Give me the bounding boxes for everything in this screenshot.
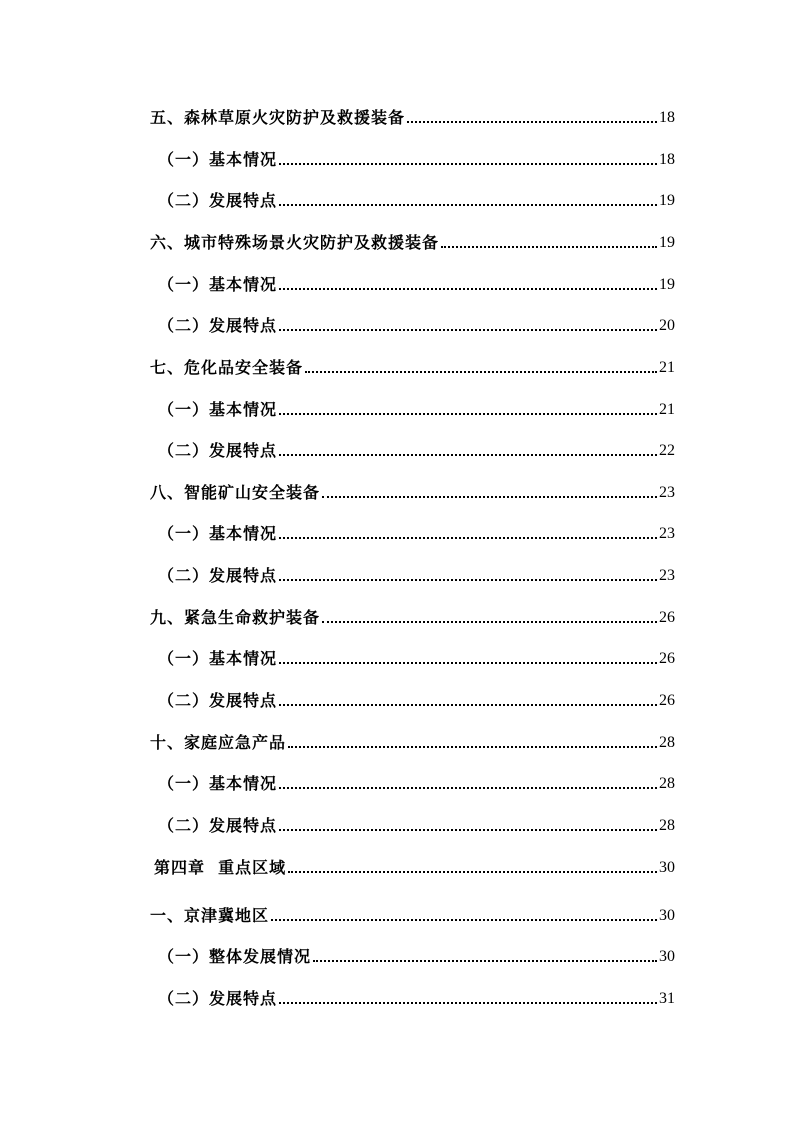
toc-entry-subsection[interactable] xyxy=(158,562,675,586)
toc-entry-subsection[interactable] xyxy=(158,312,675,336)
toc-entry-subsection[interactable] xyxy=(158,520,675,544)
toc-entry-section-6[interactable] xyxy=(150,229,675,253)
toc-page-number: 30 xyxy=(659,948,675,965)
toc-page-number: 30 xyxy=(659,907,675,924)
toc-dot-leader xyxy=(279,579,657,581)
toc-entry-subsection[interactable] xyxy=(158,770,675,794)
toc-dot-leader xyxy=(288,746,657,748)
toc-entry-title: 九、紧急生命救护装备 xyxy=(150,608,321,627)
toc-entry-title: （二）发展特点 xyxy=(158,989,278,1008)
toc-entry-section-9[interactable] xyxy=(150,604,675,628)
toc-page-number: 26 xyxy=(659,650,675,667)
toc-page-number: 28 xyxy=(659,775,675,792)
toc-page-number: 19 xyxy=(659,192,675,209)
toc-dot-leader xyxy=(279,454,657,456)
toc-entry-subsection[interactable] xyxy=(158,687,675,711)
toc-entry-title: 五、森林草原火灾防护及救援装备 xyxy=(150,108,406,127)
toc-dot-leader xyxy=(279,413,657,415)
toc-page-number: 28 xyxy=(659,734,675,751)
toc-page-number: 26 xyxy=(659,609,675,626)
toc-entry-title: 一、京津冀地区 xyxy=(150,906,270,925)
toc-entry-section-10[interactable] xyxy=(150,729,675,753)
toc-page-number: 23 xyxy=(659,525,675,542)
toc-entry-section-8[interactable] xyxy=(150,479,675,503)
toc-page-number: 20 xyxy=(659,317,675,334)
toc-dot-leader xyxy=(271,919,657,921)
toc-entry-subsection[interactable] xyxy=(158,985,675,1009)
toc-entry-title: （一）基本情况 xyxy=(158,524,278,543)
toc-page-number: 19 xyxy=(659,234,675,251)
toc-entry-title: （二）发展特点 xyxy=(158,191,278,210)
toc-entry-title: 十、家庭应急产品 xyxy=(150,733,287,752)
toc-page-number: 21 xyxy=(659,359,675,376)
toc-entry-subsection[interactable] xyxy=(158,943,675,967)
toc-dot-leader xyxy=(279,537,657,539)
toc-dot-leader xyxy=(288,871,657,873)
toc-dot-leader xyxy=(279,288,657,290)
toc-page-number: 18 xyxy=(659,109,675,126)
toc-page-number: 22 xyxy=(659,442,675,459)
toc-dot-leader xyxy=(279,704,657,706)
toc-entry-subsection[interactable] xyxy=(158,645,675,669)
toc-dot-leader xyxy=(322,496,657,498)
toc-entry-section-7[interactable] xyxy=(150,354,675,378)
toc-entry-subsection[interactable] xyxy=(158,396,675,420)
toc-page-number: 21 xyxy=(659,401,675,418)
toc-dot-leader xyxy=(322,621,657,623)
toc-entry-title: （二）发展特点 xyxy=(158,441,278,460)
toc-dot-leader xyxy=(441,246,657,248)
toc-dot-leader xyxy=(305,371,657,373)
toc-dot-leader xyxy=(279,787,657,789)
toc-dot-leader xyxy=(279,662,657,664)
toc-entry-title: （二）发展特点 xyxy=(158,316,278,335)
toc-entry-chapter-4[interactable] xyxy=(154,854,675,878)
toc-entry-title: 第四章 重点区域 xyxy=(154,858,287,877)
toc-page-number: 26 xyxy=(659,692,675,709)
toc-entry-subsection[interactable] xyxy=(158,146,675,170)
toc-dot-leader xyxy=(313,960,657,962)
toc-dot-leader xyxy=(279,1002,657,1004)
toc-entry-subsection[interactable] xyxy=(158,812,675,836)
toc-page-number: 19 xyxy=(659,276,675,293)
toc-page-number: 18 xyxy=(659,151,675,168)
toc-entry-title: （一）基本情况 xyxy=(158,150,278,169)
toc-entry-subsection[interactable] xyxy=(158,437,675,461)
toc-entry-subsection[interactable] xyxy=(158,187,675,211)
toc-dot-leader xyxy=(279,163,657,165)
toc-entry-title: （一）基本情况 xyxy=(158,774,278,793)
toc-dot-leader xyxy=(279,329,657,331)
toc-entry-title: （二）发展特点 xyxy=(158,691,278,710)
toc-entry-title: （一）基本情况 xyxy=(158,400,278,419)
toc-page-number: 30 xyxy=(659,859,675,876)
toc-entry-title: 六、城市特殊场景火灾防护及救援装备 xyxy=(150,233,440,252)
toc-entry-title: （一）基本情况 xyxy=(158,275,278,294)
toc-page-number: 31 xyxy=(659,990,675,1007)
toc-entry-title: （二）发展特点 xyxy=(158,566,278,585)
toc-entry-title: 七、危化品安全装备 xyxy=(150,358,304,377)
toc-entry-subsection[interactable] xyxy=(158,271,675,295)
toc-page-number: 23 xyxy=(659,567,675,584)
toc-entry-section-5[interactable] xyxy=(150,104,675,128)
toc-entry-title: （一）基本情况 xyxy=(158,649,278,668)
toc-dot-leader xyxy=(279,829,657,831)
toc-entry-title: （一）整体发展情况 xyxy=(158,947,312,966)
toc-page-number: 23 xyxy=(659,484,675,501)
toc-entry-title: 八、智能矿山安全装备 xyxy=(150,483,321,502)
toc-dot-leader xyxy=(407,121,657,123)
toc-dot-leader xyxy=(279,204,657,206)
toc-entry-section-1[interactable] xyxy=(150,902,675,926)
toc-page-number: 28 xyxy=(659,817,675,834)
toc-entry-title: （二）发展特点 xyxy=(158,816,278,835)
